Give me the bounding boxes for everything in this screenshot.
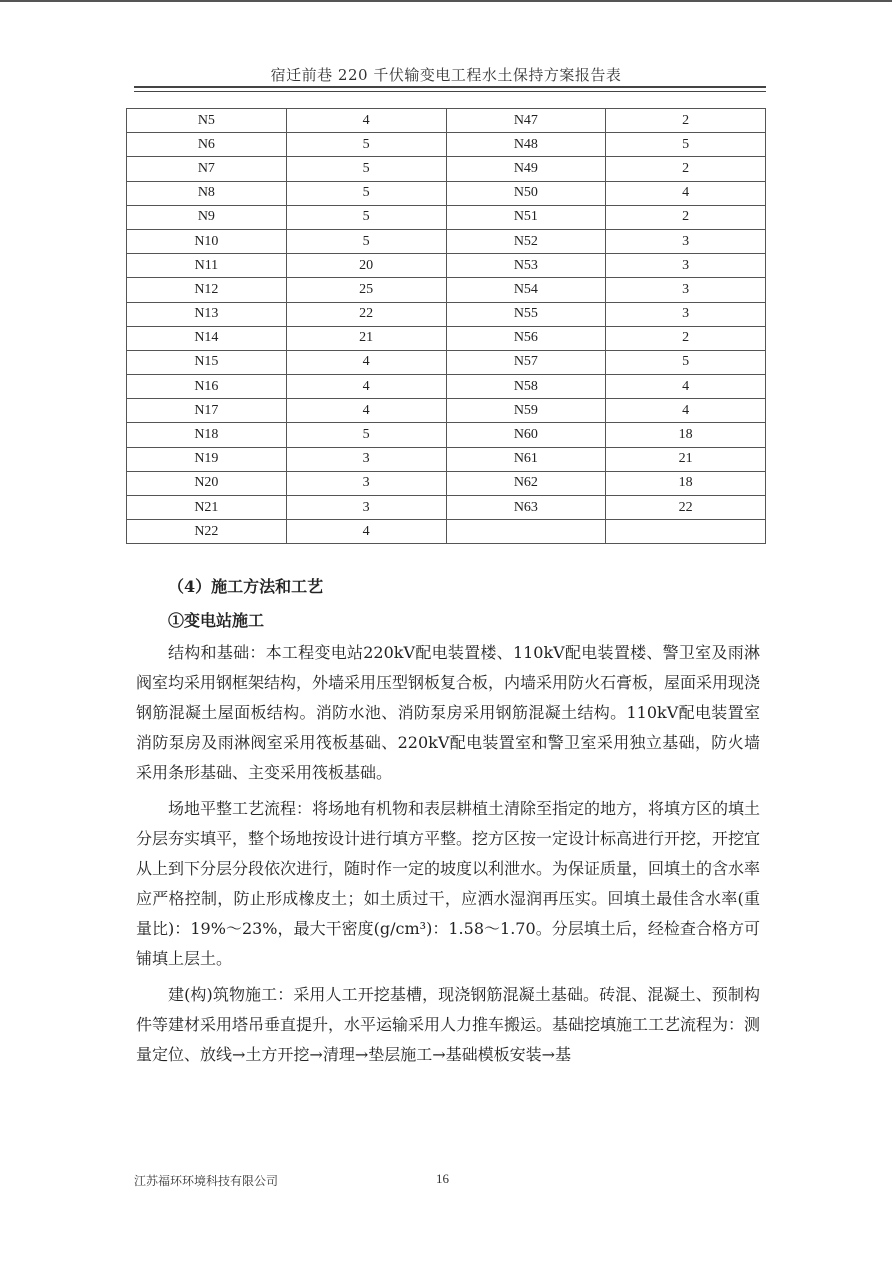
page-header-title: 宿迁前巷 220 千伏输变电工程水土保持方案报告表 (270, 66, 622, 84)
table-cell: N52 (446, 229, 606, 253)
table-cell: N56 (446, 326, 606, 350)
table-cell: N59 (446, 399, 606, 423)
table-row (127, 157, 766, 181)
tower-count-table (126, 108, 766, 544)
footer-page-number: 16 (436, 1171, 449, 1186)
table-cell: N8 (127, 181, 287, 205)
table-cell: N50 (446, 181, 606, 205)
table-cell: 3 (286, 471, 446, 495)
table-cell: N54 (446, 278, 606, 302)
table-cell: 5 (286, 181, 446, 205)
table-row (127, 133, 766, 157)
table-row (127, 375, 766, 399)
footer-company: 江苏福环环境科技有限公司 (134, 1174, 279, 1188)
table-cell: N9 (127, 205, 287, 229)
paragraph-structure-foundation: 结构和基础：本工程变电站220kV配电装置楼、110kV配电装置楼、警卫室及雨淋阀室均采用钢框架结构，外墙采用压型钢板复合板，内墙采用防火石膏板，屋面采用现浇钢筋混凝土屋面板结构。消防水池、消防泵房采用钢筋混凝土结构。110kV配电装置室消防泵房及雨淋阀室采用筏板基础、220kV配电装置室和警卫室采用独立基础，防火墙采用条形基础、主变采用筏板基础。 (136, 643, 761, 782)
table-cell: 3 (286, 447, 446, 471)
table-cell: N17 (127, 399, 287, 423)
table-cell: N49 (446, 157, 606, 181)
table-cell: N22 (127, 520, 287, 544)
table-row (127, 423, 766, 447)
table-cell (446, 520, 606, 544)
table-cell: 4 (606, 181, 766, 205)
table-cell: 2 (606, 109, 766, 133)
table-cell: N53 (446, 254, 606, 278)
table-cell: N51 (446, 205, 606, 229)
table-cell: 4 (286, 350, 446, 374)
table-cell: 4 (286, 109, 446, 133)
table-cell: N20 (127, 471, 287, 495)
table-body (127, 109, 766, 544)
table-cell: N47 (446, 109, 606, 133)
table-row (127, 205, 766, 229)
table-row (127, 254, 766, 278)
table-cell: 18 (606, 423, 766, 447)
table-cell: N15 (127, 350, 287, 374)
table-cell: 21 (286, 326, 446, 350)
table-cell: N21 (127, 496, 287, 520)
header-rule-thick (134, 86, 766, 88)
table-cell: N61 (446, 447, 606, 471)
table-cell: N13 (127, 302, 287, 326)
table-cell: 4 (286, 520, 446, 544)
table-cell: N60 (446, 423, 606, 447)
table-cell: N12 (127, 278, 287, 302)
table-cell: N62 (446, 471, 606, 495)
table-cell: N6 (127, 133, 287, 157)
table-row (127, 496, 766, 520)
table-cell: 3 (606, 254, 766, 278)
table-cell: 5 (286, 157, 446, 181)
table-row (127, 278, 766, 302)
table-cell (606, 520, 766, 544)
table-row (127, 471, 766, 495)
table-cell: 5 (606, 133, 766, 157)
table-cell: N10 (127, 229, 287, 253)
table-cell: 3 (606, 278, 766, 302)
table-cell: 22 (286, 302, 446, 326)
table-row (127, 181, 766, 205)
table-cell: 2 (606, 157, 766, 181)
table-cell: 4 (606, 375, 766, 399)
table-row (127, 399, 766, 423)
table-cell: N19 (127, 447, 287, 471)
table-row (127, 109, 766, 133)
table-cell: N48 (446, 133, 606, 157)
table-cell: N7 (127, 157, 287, 181)
table-row (127, 447, 766, 471)
table-cell: N55 (446, 302, 606, 326)
table-cell: N5 (127, 109, 287, 133)
table-cell: 2 (606, 326, 766, 350)
table-cell: 3 (286, 496, 446, 520)
body-text (136, 572, 760, 1070)
table-cell: 20 (286, 254, 446, 278)
table-cell: 4 (606, 399, 766, 423)
table-cell: 5 (286, 133, 446, 157)
table-cell: 22 (606, 496, 766, 520)
table-cell: 25 (286, 278, 446, 302)
table-cell: N16 (127, 375, 287, 399)
table-row (127, 326, 766, 350)
table-cell: 4 (286, 375, 446, 399)
paragraph-building-construction: 建(构)筑物施工：采用人工开挖基槽，现浇钢筋混凝土基础。砖混、混凝土、预制构件等建材采用塔吊垂直提升，水平运输采用人力推车搬运。基础挖填施工工艺流程为：测量定位、放线→土方开挖→清理→垫层施工→基础模板安装→基 (136, 985, 761, 1064)
table-cell: N58 (446, 375, 606, 399)
header-rule-thin (134, 91, 766, 92)
table-cell: 21 (606, 447, 766, 471)
paragraph-site-leveling: 场地平整工艺流程：将场地有机物和表层耕植土清除至指定的地方，将填方区的填土分层夯实填平，整个场地按设计进行填方平整。挖方区按一定设计标高进行开挖，开挖宜从上到下分层分段依次进行，随时作一定的坡度以利泄水。为保证质量，回填土的含水率应严格控制，防止形成橡皮土；如土质过干，应洒水湿润再压实。回填土最佳含水率(重量比)：19%～23%，最大干密度(g/cm³)：1.58～1.70。分层填土后，经检查合格方可铺填上层土。 (136, 799, 761, 968)
table-cell: 2 (606, 205, 766, 229)
table-cell: 4 (286, 399, 446, 423)
table-row (127, 229, 766, 253)
table-row (127, 520, 766, 544)
section-heading: （4）施工方法和工艺 (168, 577, 324, 596)
table-cell: 5 (286, 229, 446, 253)
subsection-heading: ①变电站施工 (168, 611, 265, 630)
table-cell: N11 (127, 254, 287, 278)
page-top-border (0, 0, 892, 2)
table-row (127, 302, 766, 326)
table-cell: 5 (286, 423, 446, 447)
table-cell: N18 (127, 423, 287, 447)
table-cell: N14 (127, 326, 287, 350)
table-cell: 3 (606, 229, 766, 253)
table-cell: 18 (606, 471, 766, 495)
table-cell: N63 (446, 496, 606, 520)
table-cell: 5 (286, 205, 446, 229)
table-cell: 5 (606, 350, 766, 374)
table-cell: 3 (606, 302, 766, 326)
table-cell: N57 (446, 350, 606, 374)
table-row (127, 350, 766, 374)
